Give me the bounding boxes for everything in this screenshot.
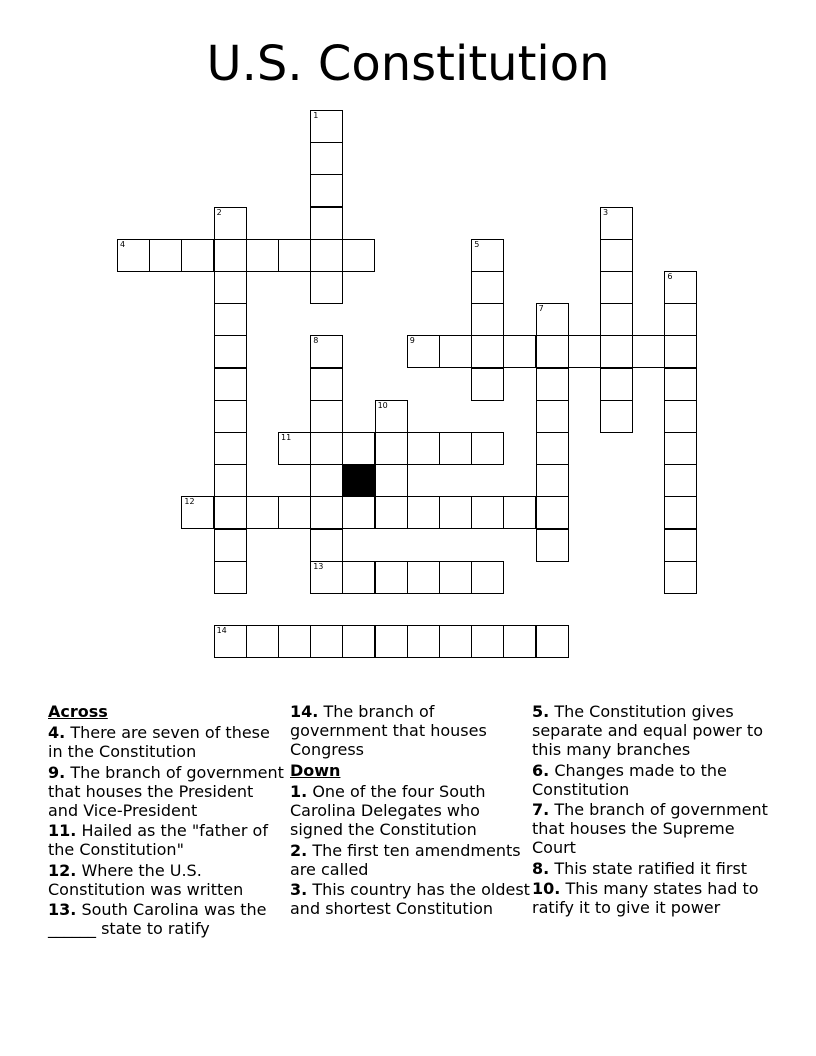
grid-cell[interactable] xyxy=(536,496,569,529)
grid-cell[interactable] xyxy=(536,464,569,497)
grid-cell[interactable] xyxy=(342,561,375,594)
clue-number-label: 13 xyxy=(313,561,324,571)
clue-down-1 xyxy=(290,782,530,839)
grid-cell[interactable] xyxy=(536,303,569,336)
grid-cell[interactable] xyxy=(181,496,214,529)
grid-cell[interactable] xyxy=(246,625,279,658)
clue-down-10 xyxy=(532,879,772,917)
clue-number: 10. xyxy=(532,879,561,898)
clue-number: 11. xyxy=(48,821,77,840)
grid-cell[interactable] xyxy=(375,432,408,465)
clue-number: 8. xyxy=(532,858,550,878)
clue-text: South Carolina was the ______ state to ratify xyxy=(48,900,267,938)
grid-cell[interactable] xyxy=(632,335,665,368)
grid-cell[interactable] xyxy=(117,239,150,272)
grid-cell[interactable] xyxy=(600,239,633,272)
grid-cell[interactable] xyxy=(246,239,279,272)
grid-cell[interactable] xyxy=(407,432,440,465)
grid-cell[interactable] xyxy=(471,432,504,465)
clue-column-3 xyxy=(532,702,772,919)
grid-cell[interactable] xyxy=(310,529,343,562)
grid-cell[interactable] xyxy=(375,625,408,658)
clue-text: This country has the oldest and shortest Constitution xyxy=(290,880,530,918)
clue-down-7 xyxy=(532,800,772,857)
grid-cell[interactable] xyxy=(664,368,697,401)
grid-cell[interactable] xyxy=(214,368,247,401)
clue-text: Changes made to the Constitution xyxy=(532,760,727,799)
grid-cell[interactable] xyxy=(310,400,343,433)
clue-number-label: 8 xyxy=(313,336,319,346)
clue-number: 1. xyxy=(290,782,308,801)
grid-cell[interactable] xyxy=(310,207,343,240)
grid-cell[interactable] xyxy=(471,303,504,336)
grid-cell[interactable] xyxy=(278,239,311,272)
grid-cell[interactable] xyxy=(664,432,697,465)
clue-text: This many states had to ratify it to give it power xyxy=(532,879,759,917)
clue-number: 9. xyxy=(48,762,66,782)
grid-cell[interactable] xyxy=(278,496,311,529)
clue-down-3 xyxy=(290,880,530,918)
grid-cell[interactable] xyxy=(214,239,247,272)
clue-text: The branch of government that houses the Supreme Court xyxy=(532,800,768,857)
grid-cell[interactable] xyxy=(342,432,375,465)
grid-cell[interactable] xyxy=(536,335,569,368)
grid-cell[interactable] xyxy=(407,496,440,529)
grid-cell[interactable] xyxy=(600,335,633,368)
clue-across-9 xyxy=(48,763,288,820)
grid-cell[interactable] xyxy=(439,496,472,529)
grid-cell[interactable] xyxy=(149,239,182,272)
clue-across-4 xyxy=(48,723,288,761)
clue-number: 13. xyxy=(48,900,77,919)
grid-cell[interactable] xyxy=(536,625,569,658)
grid-cell[interactable] xyxy=(310,432,343,465)
grid-cell[interactable] xyxy=(664,561,697,594)
clue-number-label: 12 xyxy=(184,497,195,507)
clue-down-6 xyxy=(532,761,772,799)
clue-text: The Constitution gives separate and equal power to this many branches xyxy=(532,702,763,759)
grid-cell[interactable] xyxy=(600,271,633,304)
grid-cell[interactable] xyxy=(310,368,343,401)
grid-cell[interactable] xyxy=(310,142,343,175)
grid-cell[interactable] xyxy=(536,529,569,562)
grid-cell[interactable] xyxy=(181,239,214,272)
grid-cell[interactable] xyxy=(407,561,440,594)
grid-cell[interactable] xyxy=(503,496,536,529)
grid-cell[interactable] xyxy=(664,464,697,497)
grid-cell[interactable] xyxy=(310,625,343,658)
grid-cell[interactable] xyxy=(214,625,247,658)
clue-across-12 xyxy=(48,861,288,899)
grid-cell[interactable] xyxy=(375,464,408,497)
grid-cell[interactable] xyxy=(664,496,697,529)
clue-number-label: 4 xyxy=(120,239,126,249)
clue-number: 5. xyxy=(532,702,550,721)
grid-cell[interactable] xyxy=(471,496,504,529)
grid-cell[interactable] xyxy=(600,368,633,401)
grid-cell[interactable] xyxy=(407,335,440,368)
black-cell xyxy=(342,464,375,497)
clue-text: One of the four South Carolina Delegates who signed the Constitution xyxy=(290,782,486,839)
clue-across-14 xyxy=(290,702,530,759)
grid-cell[interactable] xyxy=(439,432,472,465)
down-heading: Down xyxy=(290,761,341,780)
clue-number-label: 10 xyxy=(377,400,388,410)
grid-cell[interactable] xyxy=(310,496,343,529)
clue-number: 14. xyxy=(290,702,319,721)
grid-cell[interactable] xyxy=(246,496,279,529)
grid-cell[interactable] xyxy=(471,561,504,594)
clue-number-label: 2 xyxy=(216,207,222,217)
clue-number-label: 5 xyxy=(474,239,480,249)
grid-cell[interactable] xyxy=(471,625,504,658)
grid-cell[interactable] xyxy=(342,625,375,658)
grid-cell[interactable] xyxy=(214,464,247,497)
grid-cell[interactable] xyxy=(471,239,504,272)
clue-text: The branch of government that houses the President and Vice-President xyxy=(48,762,284,820)
grid-cell[interactable] xyxy=(310,335,343,368)
clue-number-label: 11 xyxy=(281,433,292,442)
clue-number: 6. xyxy=(532,760,550,780)
clue-number-label: 6 xyxy=(667,272,673,281)
grid-cell[interactable] xyxy=(310,174,343,207)
grid-cell[interactable] xyxy=(568,335,601,368)
grid-cell[interactable] xyxy=(471,335,504,368)
grid-cell[interactable] xyxy=(664,335,697,368)
grid-cell[interactable] xyxy=(214,432,247,465)
clue-number: 4. xyxy=(48,723,66,742)
grid-cell[interactable] xyxy=(342,239,375,272)
clue-text: There are seven of these in the Constitution xyxy=(48,723,270,761)
clue-text: Where the U.S. Constitution was written xyxy=(48,860,244,899)
grid-cell[interactable] xyxy=(664,400,697,433)
grid-cell[interactable] xyxy=(375,400,408,433)
grid-cell[interactable] xyxy=(471,368,504,401)
grid-cell[interactable] xyxy=(278,625,311,658)
clue-number-label: 9 xyxy=(409,336,415,346)
clue-text: Hailed as the "father of the Constitution" xyxy=(48,821,268,859)
grid-cell[interactable] xyxy=(310,239,343,272)
grid-cell[interactable] xyxy=(214,207,247,240)
grid-cell[interactable] xyxy=(600,400,633,433)
grid-cell[interactable] xyxy=(214,335,247,368)
grid-cell[interactable] xyxy=(310,464,343,497)
clue-text: The first ten amendments are called xyxy=(290,840,521,879)
clue-number-label: 3 xyxy=(603,207,609,217)
grid-cell[interactable] xyxy=(600,207,633,240)
grid-cell[interactable] xyxy=(664,529,697,562)
clue-down-2 xyxy=(290,841,530,879)
grid-cell[interactable] xyxy=(310,271,343,304)
grid-cell[interactable] xyxy=(310,110,343,143)
clue-across-13 xyxy=(48,900,288,938)
across-heading: Across xyxy=(48,702,108,721)
grid-cell[interactable] xyxy=(214,400,247,433)
clue-column-2 xyxy=(290,702,530,920)
grid-cell[interactable] xyxy=(375,496,408,529)
grid-cell[interactable] xyxy=(278,432,311,465)
grid-cell[interactable] xyxy=(664,303,697,336)
clue-text: The branch of government that houses Congress xyxy=(290,702,487,759)
grid-cell[interactable] xyxy=(536,432,569,465)
clue-column-1 xyxy=(48,702,288,940)
grid-cell[interactable] xyxy=(214,303,247,336)
clue-across-11 xyxy=(48,821,288,859)
grid-cell[interactable] xyxy=(439,625,472,658)
grid-cell[interactable] xyxy=(471,271,504,304)
grid-cell[interactable] xyxy=(310,561,343,594)
clue-number-label: 14 xyxy=(216,626,227,636)
grid-cell[interactable] xyxy=(664,271,697,304)
grid-cell[interactable] xyxy=(503,335,536,368)
grid-cell[interactable] xyxy=(536,368,569,401)
grid-cell[interactable] xyxy=(600,303,633,336)
grid-cell[interactable] xyxy=(342,496,375,529)
clue-text: This state ratified it first xyxy=(554,858,748,878)
clue-number: 2. xyxy=(290,840,308,860)
grid-cell[interactable] xyxy=(503,625,536,658)
clue-number: 7. xyxy=(532,800,550,819)
clue-down-5 xyxy=(532,702,772,759)
grid-cell[interactable] xyxy=(536,400,569,433)
grid-cell[interactable] xyxy=(375,561,408,594)
grid-cell[interactable] xyxy=(214,561,247,594)
clue-number-label: 1 xyxy=(313,111,319,120)
grid-cell[interactable] xyxy=(439,561,472,594)
clue-down-8 xyxy=(532,859,772,878)
grid-cell[interactable] xyxy=(214,271,247,304)
clue-number: 12. xyxy=(48,860,77,880)
grid-cell[interactable] xyxy=(214,496,247,529)
clue-number-label: 7 xyxy=(538,304,544,314)
page-title: U.S. Constitution xyxy=(206,36,610,92)
grid-cell[interactable] xyxy=(439,335,472,368)
grid-cell[interactable] xyxy=(407,625,440,658)
clue-number: 3. xyxy=(290,880,308,899)
grid-cell[interactable] xyxy=(214,529,247,562)
